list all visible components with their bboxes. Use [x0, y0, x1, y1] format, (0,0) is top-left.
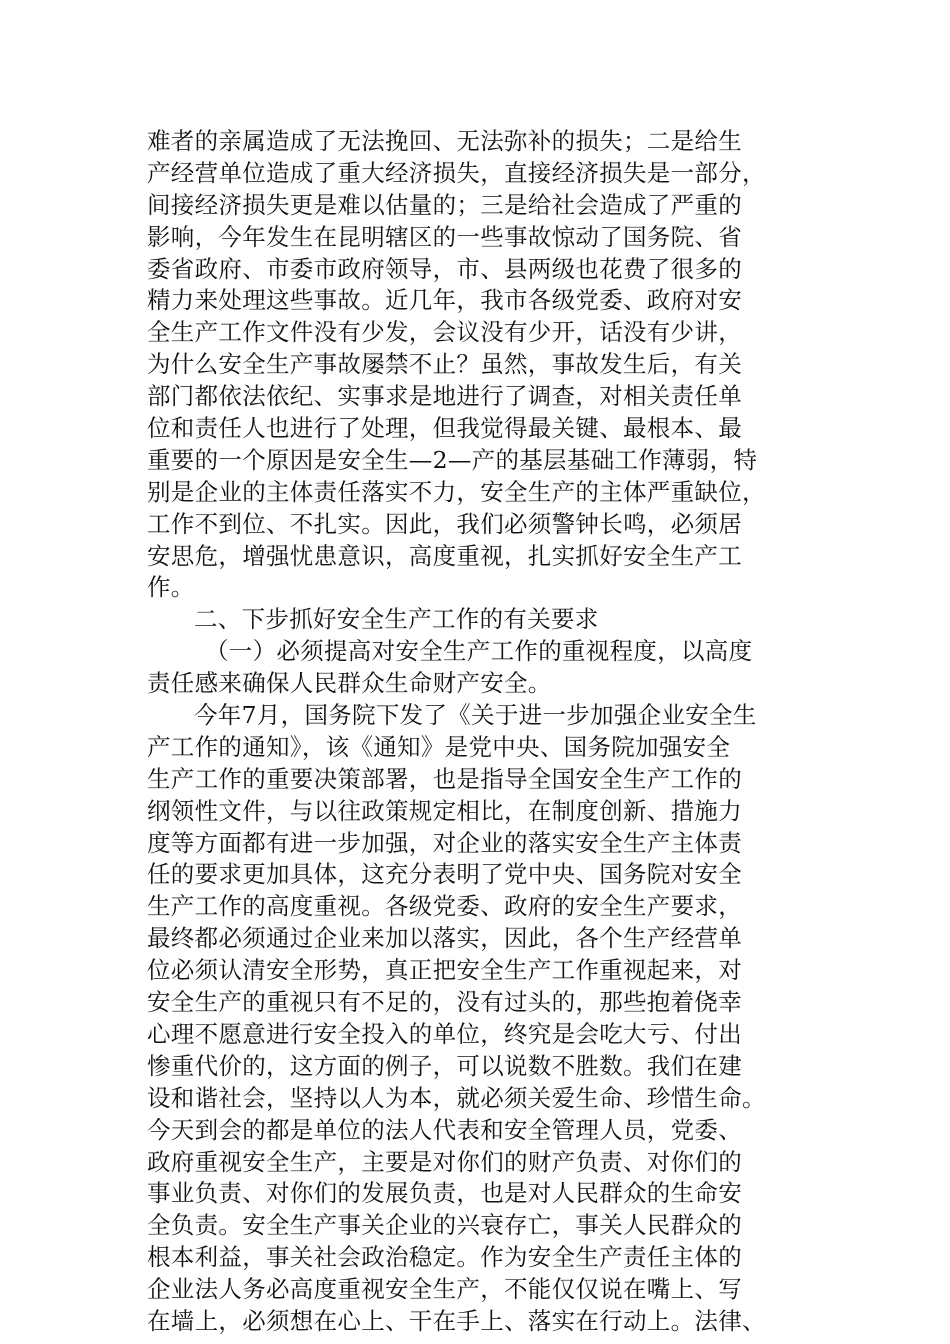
text-line: 难者的亲属造成了无法挽回、无法弥补的损失；二是给生	[147, 127, 742, 155]
text-line: 在墙上，必须想在心上、干在手上、落实在行动上。法律、	[147, 1306, 766, 1335]
section-heading: 二、下步抓好安全生产工作的有关要求	[194, 605, 599, 634]
text-line: 度等方面都有进一步加强，对企业的落实安全生产主体责	[147, 828, 742, 857]
text-line: 纲领性文件，与以往政策规定相比，在制度创新、措施力	[147, 796, 742, 825]
text-line: 委省政府、市委市政府领导，市、县两级也花费了很多的	[147, 254, 742, 283]
text-line: 产经营单位造成了重大经济损失，直接经济损失是一部分，	[147, 158, 766, 187]
text-line: 间接经济损失更是难以估量的；三是给社会造成了严重的	[147, 190, 742, 219]
text-line: 位必须认清安全形势，真正把安全生产工作重视起来，对	[147, 956, 742, 985]
text-line: 企业法人务必高度重视安全生产，不能仅仅说在嘴上、写	[147, 1275, 742, 1304]
text-line: 精力来处理这些事故。近几年，我市各级党委、政府对安	[147, 286, 742, 315]
body-text	[147, 126, 817, 1338]
text-line: 生产工作的重要决策部署，也是指导全国安全生产工作的	[147, 764, 742, 793]
text-line: 责任感来确保人民群众生命财产安全。	[147, 669, 552, 698]
text-line: 安全生产的重视只有不足的，没有过头的，那些抱着侥幸	[147, 988, 742, 1017]
text-line: 位和责任人也进行了处理，但我觉得最关键、最根本、最	[147, 414, 742, 443]
text-line: 产工作的通知》，该《通知》是党中央、国务院加强安全	[147, 732, 731, 761]
text-line: 最终都必须通过企业来加以落实，因此，各个生产经营单	[147, 924, 742, 953]
text-line: 今天到会的都是单位的法人代表和安全管理人员，党委、	[147, 1115, 742, 1144]
text-line: 设和谐社会，坚持以人为本，就必须关爱生命、珍惜生命。	[147, 1083, 766, 1112]
text-line: 作。	[147, 573, 195, 602]
paragraph-start: 今年7月，国务院下发了《关于进一步加强企业安全生	[194, 701, 757, 730]
text-line: 影响，今年发生在昆明辖区的一些事故惊动了国务院、省	[147, 222, 742, 251]
text-line: 生产工作的高度重视。各级党委、政府的安全生产要求，	[147, 892, 742, 921]
text-line: 部门都依法依纪、实事求是地进行了调查，对相关责任单	[147, 382, 742, 411]
text-line: 工作不到位、不扎实。因此，我们必须警钟长鸣，必须居	[147, 509, 742, 538]
text-line: 政府重视安全生产，主要是对你们的财产负责、对你们的	[147, 1147, 742, 1176]
subsection-heading: （一）必须提高对安全生产工作的重视程度，以高度	[205, 637, 753, 666]
text-line: 别是企业的主体责任落实不力，安全生产的主体严重缺位，	[147, 477, 766, 506]
text-line: 事业负责、对你们的发展负责，也是对人民群众的生命安	[147, 1179, 742, 1208]
text-line: 任的要求更加具体，这充分表明了党中央、国务院对安全	[147, 860, 742, 889]
text-line: 全负责。安全生产事关企业的兴衰存亡，事关人民群众的	[147, 1211, 742, 1240]
text-line: 为什么安全生产事故屡禁不止？虽然，事故发生后，有关	[147, 350, 742, 379]
text-line: 安思危，增强忧患意识，高度重视，扎实抓好安全生产工	[147, 541, 742, 570]
text-line: 惨重代价的，这方面的例子，可以说数不胜数。我们在建	[147, 1051, 742, 1080]
text-line: 全生产工作文件没有少发，会议没有少开，话没有少讲，	[147, 318, 742, 347]
text-line: 重要的一个原因是安全生—2—产的基层基础工作薄弱，特	[147, 445, 758, 474]
text-line: 心理不愿意进行安全投入的单位，终究是会吃大亏、付出	[147, 1019, 742, 1048]
text-line: 根本利益，事关社会政治稳定。作为安全生产责任主体的	[147, 1243, 742, 1272]
